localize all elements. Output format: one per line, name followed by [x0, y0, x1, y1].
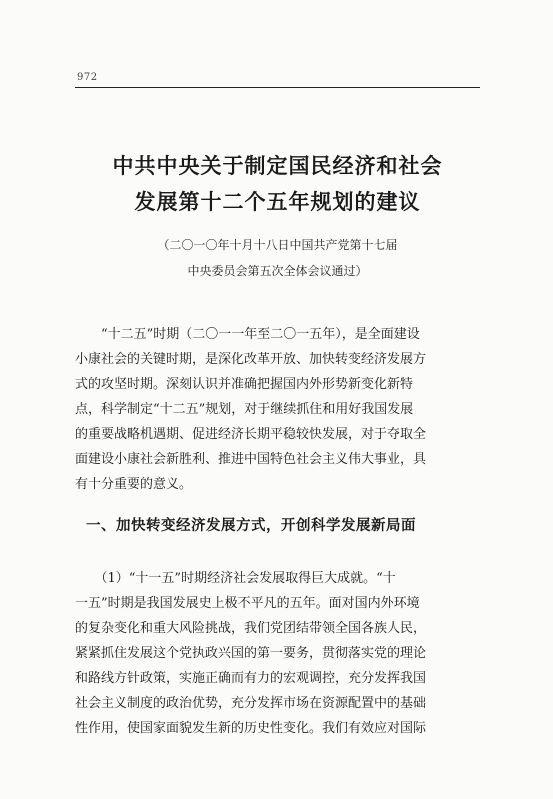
text-line: 性作用，使国家面貌发生新的历史性变化。我们有效应对国际	[75, 721, 427, 736]
text-line: 小康社会的关键时期，是深化改革开放、加快转变经济发展方	[75, 352, 427, 367]
text-line: 有十分重要的意义。	[75, 477, 193, 492]
intro-paragraph	[75, 322, 485, 497]
header-rule	[75, 87, 480, 88]
text-line: “十二五”时期（二〇一一年至二〇一五年），是全面建设	[75, 327, 420, 342]
text-line: 社会主义制度的政治优势，充分发挥市场在资源配置中的基础	[75, 696, 427, 711]
text-line: 的复杂变化和重大风险挑战，我们党团结带领全国各族人民，	[75, 621, 427, 636]
text-line: （1）“十一五”时期经济社会发展取得巨大成就。“十	[75, 571, 396, 586]
text-line: 一五”时期是我国发展史上极不平凡的五年。面对国内外环境	[75, 596, 420, 611]
text-line: 点，科学制定“十二五”规划，对于继续抓住和用好我国发展	[75, 402, 414, 417]
subtitle-line-2: 中央委员会第五次全体会议通过）	[187, 264, 368, 278]
text-line: 紧紧抓住发展这个党执政兴国的第一要务，贯彻落实党的理论	[75, 646, 427, 661]
text-line: 面建设小康社会新胜利、推进中国特色社会主义伟大事业，具	[75, 452, 427, 467]
subtitle-line-1: （二〇一〇年十月十八日中国共产党第十七届	[157, 238, 398, 252]
document-subtitle	[75, 232, 480, 284]
text-line: 和路线方针政策，实施正确而有力的宏观调控，充分发挥我国	[75, 671, 427, 686]
page-number: 972	[77, 72, 98, 83]
document-title	[75, 148, 480, 220]
title-line-1: 中共中央关于制定国民经济和社会	[112, 154, 443, 178]
text-line: 式的攻坚时期。深刻认识并准确把握国内外形势新变化新特	[75, 377, 414, 392]
title-line-2: 发展第十二个五年规划的建议	[134, 190, 421, 214]
section-heading: 一、加快转变经济发展方式，开创科学发展新局面	[86, 518, 416, 534]
section-paragraph	[75, 566, 485, 741]
text-line: 的重要战略机遇期、促进经济长期平稳较快发展，对于夺取全	[75, 427, 427, 442]
